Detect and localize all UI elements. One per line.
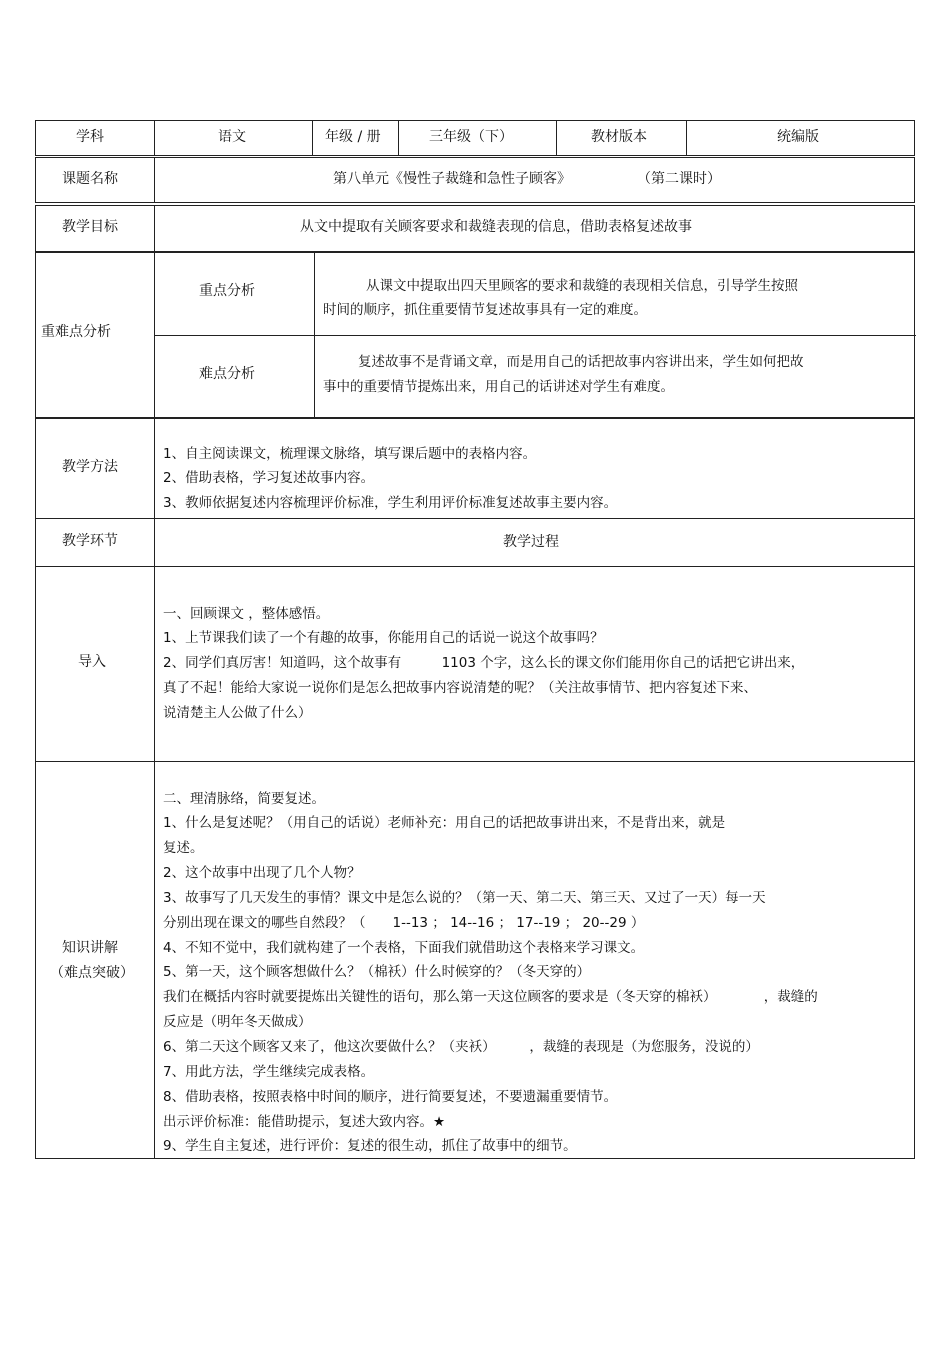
difficult-label: 难点分析 bbox=[199, 366, 255, 382]
intro-line: 2、同学们真厉害！知道吗，这个故事有 1103 个字，这么长的课文你们能用你自己的话把它讲出来， bbox=[163, 655, 805, 671]
knowledge-line: 6、第二天这个顾客又来了，他这次要做什么？（夹袄） ，裁缝的表现是（为您服务，没说的） bbox=[163, 1039, 759, 1055]
intro-line: 一、回顾课文 ，整体感悟。 bbox=[163, 606, 330, 622]
intro-label: 导入 bbox=[78, 654, 106, 670]
topic-label-cell bbox=[35, 157, 155, 203]
analysis-row bbox=[35, 252, 915, 418]
knowledge-line: 分别出现在课文的哪些自然段？（ 1--13 ； 14--16 ； 17--19 ； 20--29 ） bbox=[163, 915, 645, 931]
analysis-label: 重难点分析 bbox=[41, 324, 111, 340]
knowledge-label-line2: （难点突破） bbox=[50, 965, 134, 981]
difficult-label-cell bbox=[155, 335, 315, 418]
key-text-line: 从课文中提取出四天里顾客的要求和裁缝的表现相关信息，引导学生按照 bbox=[366, 278, 798, 294]
edition-value-cell bbox=[687, 120, 916, 156]
difficult-text-line: 事中的重要情节提炼出来，用自己的话讲述对学生有难度。 bbox=[323, 379, 674, 395]
key-label: 重点分析 bbox=[199, 283, 255, 299]
process-label-cell bbox=[35, 518, 155, 567]
analysis-label-cell bbox=[35, 252, 155, 418]
knowledge-label-line1: 知识讲解 bbox=[62, 940, 118, 956]
intro-line: 真了不起！能给大家说一说你们是怎么把故事内容说清楚的呢？（关注故事情节、把内容复述下来、 bbox=[163, 680, 757, 696]
knowledge-label-cell bbox=[35, 761, 155, 1159]
knowledge-line: 7、用此方法，学生继续完成表格。 bbox=[163, 1064, 375, 1080]
knowledge-line: 9、学生自主复述，进行评价：复述的很生动，抓住了故事中的细节。 bbox=[163, 1138, 577, 1154]
knowledge-line: 5、第一天，这个顾客想做什么？（棉袄）什么时候穿的？（冬天穿的） bbox=[163, 964, 591, 980]
edition-label-cell bbox=[557, 120, 687, 156]
knowledge-line: 反应是（明年冬天做成） bbox=[163, 1014, 312, 1030]
grade-value: 三年级（下） bbox=[429, 129, 513, 145]
grade-label: 年级 / 册 bbox=[325, 129, 381, 145]
key-text-line: 时间的顺序，抓住重要情节复述故事具有一定的难度。 bbox=[323, 302, 647, 318]
topic-period: （第二课时） bbox=[637, 171, 721, 187]
knowledge-line: 出示评价标准：能借助提示，复述大致内容。★ bbox=[163, 1114, 446, 1130]
grade-label-cell bbox=[313, 120, 399, 156]
goal-text: 从文中提取有关顾客要求和裁缝表现的信息，借助表格复述故事 bbox=[300, 219, 692, 235]
method-row bbox=[35, 418, 915, 519]
topic-label: 课题名称 bbox=[62, 171, 118, 187]
process-header-row bbox=[35, 518, 915, 567]
method-label-cell bbox=[35, 418, 155, 519]
intro-line: 1、上节课我们读了一个有趣的故事，你能用自己的话说一说这个故事吗？ bbox=[163, 630, 604, 646]
grade-value-cell bbox=[399, 120, 557, 156]
knowledge-line: 1、什么是复述呢？（用自己的话说）老师补充：用自己的话把故事讲出来，不是背出来，就是 bbox=[163, 815, 726, 831]
goal-label: 教学目标 bbox=[62, 219, 118, 235]
edition-label: 教材版本 bbox=[591, 129, 647, 145]
method-line: 1、自主阅读课文，梳理课文脉络，填写课后题中的表格内容。 bbox=[163, 446, 537, 462]
process-header-value: 教学过程 bbox=[503, 534, 559, 550]
intro-label-cell bbox=[35, 566, 155, 762]
analysis-divider bbox=[314, 335, 916, 336]
header-row bbox=[35, 120, 915, 156]
knowledge-row bbox=[35, 761, 915, 1159]
knowledge-line: 4、不知不觉中，我们就构建了一个表格，下面我们就借助这个表格来学习课文。 bbox=[163, 940, 645, 956]
goal-label-cell bbox=[35, 205, 155, 252]
topic-row bbox=[35, 157, 915, 203]
knowledge-line: 2、这个故事中出现了几个人物？ bbox=[163, 865, 361, 881]
method-line: 3、教师依据复述内容梳理评价标准，学生利用评价标准复述故事主要内容。 bbox=[163, 495, 618, 511]
subject-value: 语文 bbox=[218, 129, 246, 145]
intro-row bbox=[35, 566, 915, 762]
knowledge-line: 复述。 bbox=[163, 840, 204, 856]
key-label-cell bbox=[155, 252, 315, 336]
difficult-text-line: 复述故事不是背诵文章，而是用自己的话把故事内容讲出来，学生如何把故 bbox=[358, 354, 804, 370]
subject-value-cell bbox=[155, 120, 313, 156]
knowledge-line: 8、借助表格，按照表格中时间的顺序，进行简要复述，不要遗漏重要情节。 bbox=[163, 1089, 618, 1105]
method-label: 教学方法 bbox=[62, 459, 118, 475]
subject-label-cell bbox=[35, 120, 155, 156]
process-header-label: 教学环节 bbox=[62, 533, 118, 549]
knowledge-line: 3、故事写了几天发生的事情？课文中是怎么说的？（第一天、第二天、第三天、又过了一天）每一天 bbox=[163, 890, 766, 906]
subject-label: 学科 bbox=[76, 129, 104, 145]
knowledge-line: 二、理清脉络，简要复述。 bbox=[163, 791, 325, 807]
method-line: 2、借助表格，学习复述故事内容。 bbox=[163, 470, 375, 486]
topic-title: 第八单元《慢性子裁缝和急性子顾客》 bbox=[333, 171, 571, 187]
knowledge-line: 我们在概括内容时就要提炼出关键性的语句，那么第一天这位顾客的要求是（冬天穿的棉袄） ，裁缝的 bbox=[163, 989, 818, 1005]
intro-line: 说清楚主人公做了什么） bbox=[163, 705, 312, 721]
edition-value: 统编版 bbox=[777, 129, 819, 145]
goal-row bbox=[35, 205, 915, 252]
